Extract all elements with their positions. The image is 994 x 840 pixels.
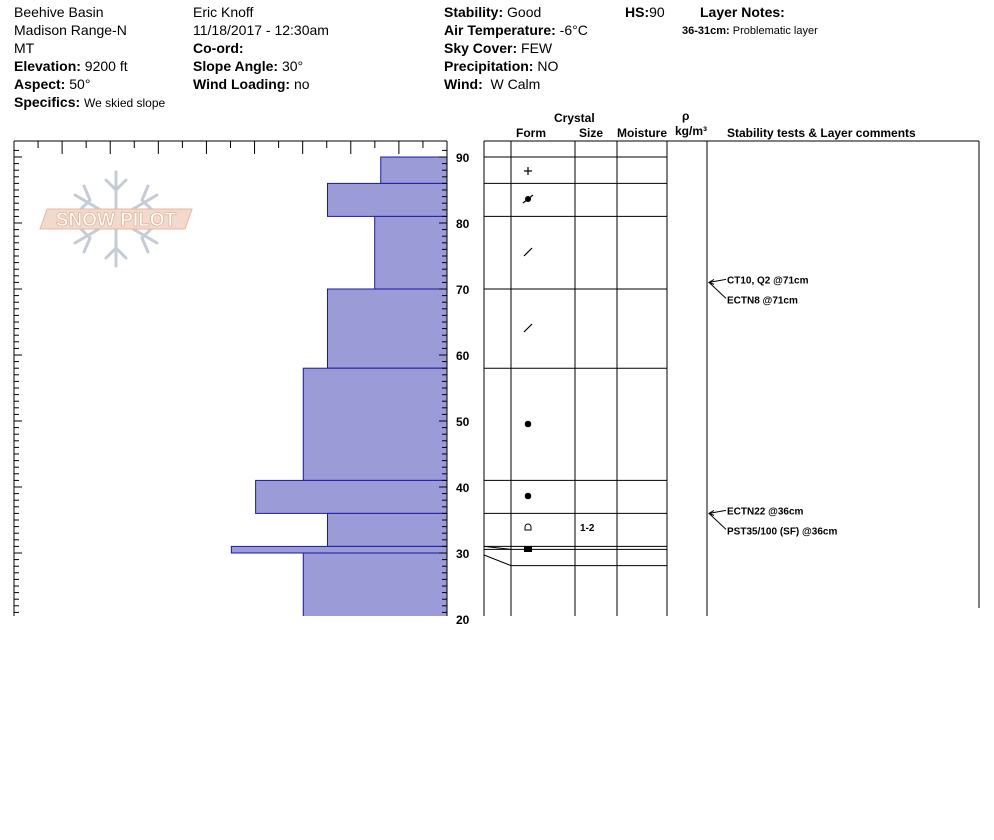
aspect-value: 50° [69,76,91,92]
slope-angle-label: Slope Angle: [193,58,279,74]
hardness-bar [375,216,447,289]
elevation-label: Elevation: [14,58,81,74]
layer-notes-label: Layer Notes: [700,4,785,20]
size-header: Size [579,126,604,140]
crystal-size-label: 1-2 [580,523,595,534]
air-temp-label: Air Temperature: [444,22,556,38]
specifics-label: Specifics: [14,94,81,110]
layer-connector [484,555,511,566]
aspect-label: Aspect: [14,76,66,92]
test-arrow [709,282,726,298]
test-arrow [709,513,726,529]
wind-loading-label: Wind Loading: [193,76,291,92]
form-slash-icon [524,324,532,332]
form-square-icon [524,546,532,552]
precip-label: Precipitation: [444,58,534,74]
form-dot-icon [525,421,532,428]
specifics-value: We skied slope [84,96,166,110]
stability-test-label: ECTN8 @71cm [727,295,798,307]
stability-tests [709,275,837,537]
range-name: Madison Range-N [14,22,127,38]
chart-bottom-mask [0,616,994,840]
hs-label: HS: [625,4,650,20]
sky-cover-value: FEW [521,40,553,56]
slope-angle-value: 30° [281,58,304,74]
hardness-bar [231,546,447,553]
density-unit: kg/m³ [675,124,708,138]
snowpilot-logo [40,172,192,266]
stability-test-label: PST35/100 (SF) @36cm [727,526,838,538]
logo-text: SNOW PILOT [55,210,177,231]
wind-value: W Calm [490,76,541,92]
stability-value: Good [507,4,542,20]
depth-tick-label: 80 [456,217,470,231]
state-name: MT [14,40,35,56]
depth-tick-label: 20 [456,613,470,627]
density-symbol: ρ [682,109,690,123]
depth-tick-label: 30 [456,547,470,561]
form-header: Form [516,126,546,140]
hardness-bar [303,368,447,480]
crystal-grid [484,141,979,616]
crystal-header: Crystal [554,111,595,125]
hardness-bar [327,513,447,546]
moisture-header: Moisture [617,126,668,140]
layer-note-range: 36-31cm: [682,25,730,37]
depth-tick-label: 60 [456,349,470,363]
hardness-bars [0,157,994,840]
wind-label: Wind: [444,76,483,92]
hardness-bar [303,553,447,619]
crystal-forms [523,167,595,552]
hardness-bar [327,183,447,216]
depth-tick-label: 40 [456,481,470,495]
sky-cover-label: Sky Cover: [444,40,518,56]
hardness-bar [256,480,447,513]
hardness-bar [381,157,447,183]
depth-tick-label: 90 [456,151,470,165]
layer-note-text: Problematic layer [732,25,818,37]
precip-value: NO [537,58,559,74]
observer-name: Eric Knoff [193,4,254,20]
depth-tick-label: 70 [456,283,470,297]
stability-test-label: CT10, Q2 @71cm [727,275,809,287]
observation-datetime: 11/18/2017 - 12:30am [193,22,329,38]
form-dot-icon [525,493,532,500]
air-temp-value: -6°C [559,22,588,38]
stability-label: Stability: [444,4,504,20]
location-name: Beehive Basin [14,4,104,20]
wind-loading-value: no [293,76,310,92]
stability-test-label: ECTN22 @36cm [727,506,804,518]
depth-tick-label: 50 [456,415,470,429]
form-facet-icon [525,524,531,530]
elevation-value: 9200 ft [84,58,128,74]
form-slash-icon [524,248,532,256]
coord-label: Co-ord: [193,40,244,56]
hardness-bar [327,289,447,368]
hs-value: 90 [649,4,665,20]
stability-comments-header: Stability tests & Layer comments [727,126,916,140]
